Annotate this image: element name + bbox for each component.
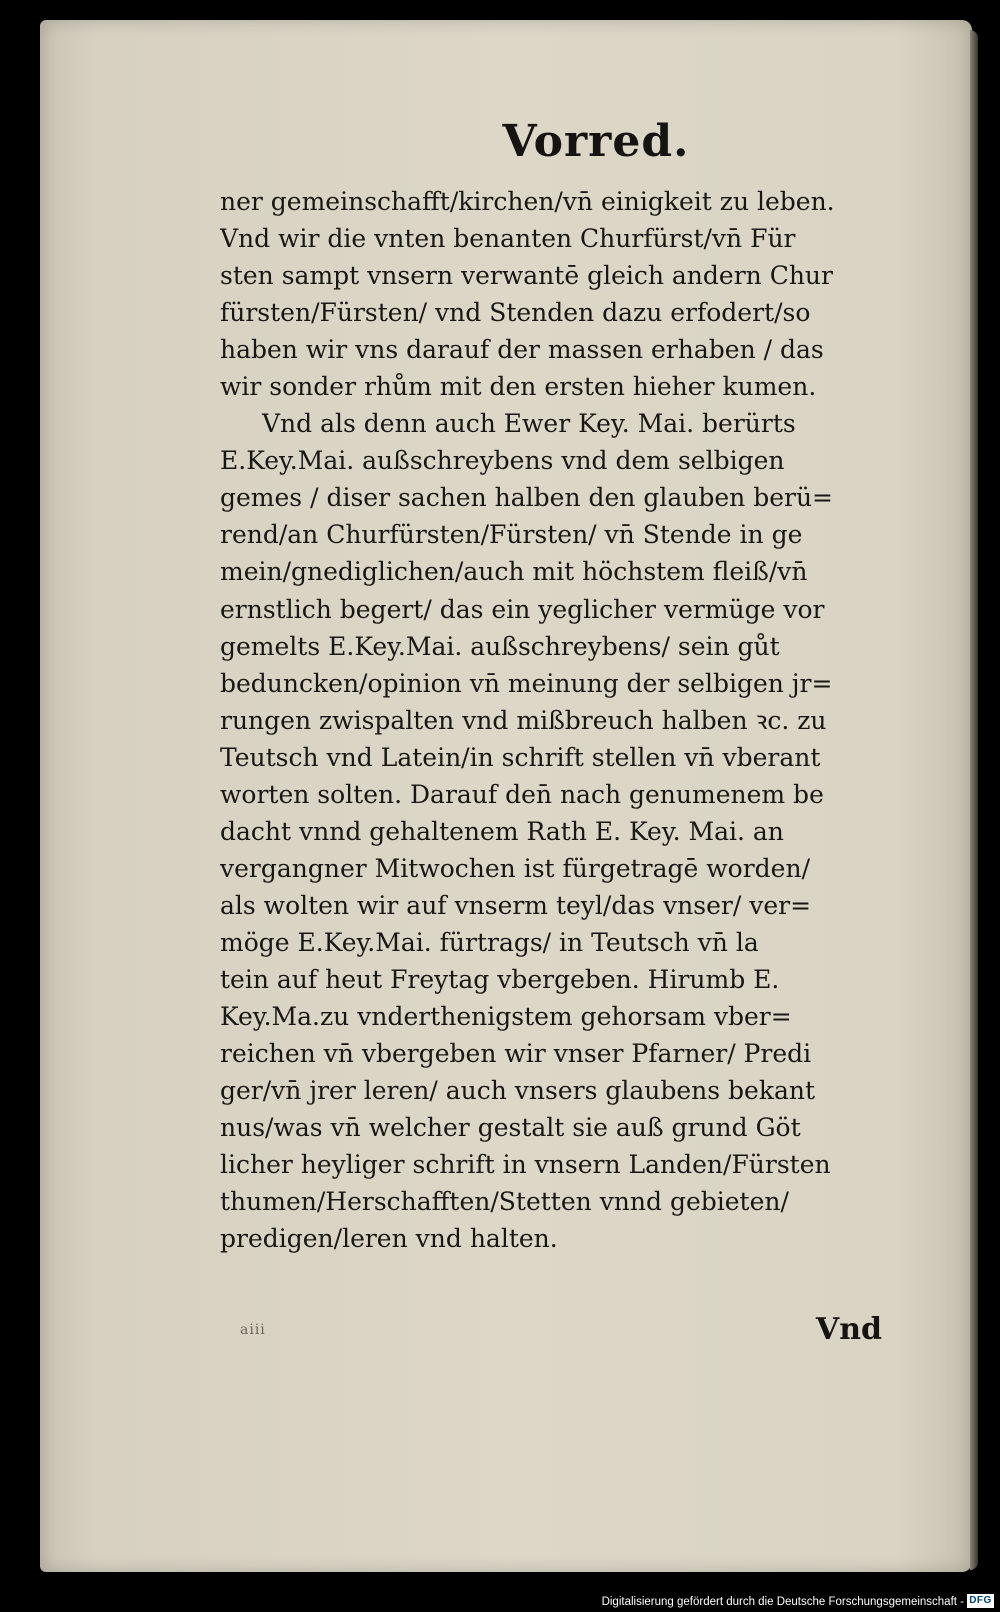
text-line: thumen/Herschafften/Stetten vnnd gebieten/	[220, 1187, 789, 1217]
text-line: worten solten. Darauf den̄ nach genumenem be	[220, 779, 824, 809]
text-line: fürsten/Fürsten/ vnd Stenden dazu erfodert/so	[220, 298, 811, 328]
text-line: Vnd als denn auch Ewer Key. Mai. berürts	[262, 409, 796, 439]
text-line: haben wir vns darauf der massen erhaben / das	[220, 335, 824, 365]
running-head: Vorred.	[502, 116, 690, 167]
text-line: rungen zwispalten vnd mißbreuch halben ꝛc. zu	[220, 705, 827, 735]
text-line: gemes / diser sachen halben den glauben berü=	[220, 483, 833, 513]
text-line: beduncken/opinion vn̄ meinung der selbigen jr=	[220, 668, 833, 698]
text-line: predigen/leren vnd halten.	[220, 1224, 558, 1254]
book-page	[40, 20, 972, 1572]
text-line: mein/gnediglichen/auch mit höchstem fleiß/vn̄	[220, 557, 808, 587]
text-line: sten sampt vnsern verwantē gleich andern Chur	[220, 261, 833, 291]
text-line: als wolten wir auf vnserm teyl/das vnser/ ver=	[220, 890, 812, 920]
text-line: dacht vnnd gehaltenem Rath E. Key. Mai. an	[220, 816, 784, 846]
text-line: gemelts E.Key.Mai. außschreybens/ sein gůt	[220, 631, 780, 661]
text-line: Key.Ma.zu vnderthenigstem gehorsam vber=	[220, 1002, 792, 1032]
text-line: tein auf heut Freytag vbergeben. Hirumb E.	[220, 964, 780, 994]
footer-bar	[0, 1584, 1000, 1612]
text-line: licher heyliger schrift in vnsern Landen/Fürsten	[220, 1150, 831, 1180]
text-line: E.Key.Mai. außschreybens vnd dem selbigen	[220, 446, 785, 476]
text-line: ner gemeinschafft/kirchen/vn̄ einigkeit zu leben.	[220, 187, 835, 216]
body-text	[220, 183, 940, 1257]
text-line: möge E.Key.Mai. fürtrags/ in Teutsch vn̄ la	[220, 927, 759, 957]
text-line: nus/was vn̄ welcher gestalt sie auß grund Göt	[220, 1113, 801, 1143]
text-line: ger/vn̄ jrer leren/ auch vnsers glaubens bekant	[220, 1076, 816, 1106]
text-line: rend/an Churfürsten/Fürsten/ vn̄ Stende in ge	[220, 520, 803, 550]
text-line: wir sonder rhům mit den ersten hieher kumen.	[220, 372, 817, 402]
catchword: Vnd	[815, 1312, 882, 1347]
text-line: reichen vn̄ vbergeben wir vnser Pfarner/ Predi	[220, 1039, 812, 1069]
digitization-credit: Digitalisierung gefördert durch die Deutsche Forschungsgemeinschaft -	[601, 1596, 964, 1608]
signature-mark: aiii	[240, 1322, 266, 1338]
text-line: Vnd wir die vnten benanten Churfürst/vn̄ Für	[220, 224, 796, 254]
text-line: Teutsch vnd Latein/in schrift stellen vn̄ vberant	[220, 742, 821, 772]
text-line: ernstlich begert/ das ein yeglicher vermüge vor	[220, 594, 825, 624]
text-line: vergangner Mitwochen ist fürgetragē worden/	[220, 853, 811, 883]
dfg-logo-icon: DFG	[967, 1594, 994, 1608]
